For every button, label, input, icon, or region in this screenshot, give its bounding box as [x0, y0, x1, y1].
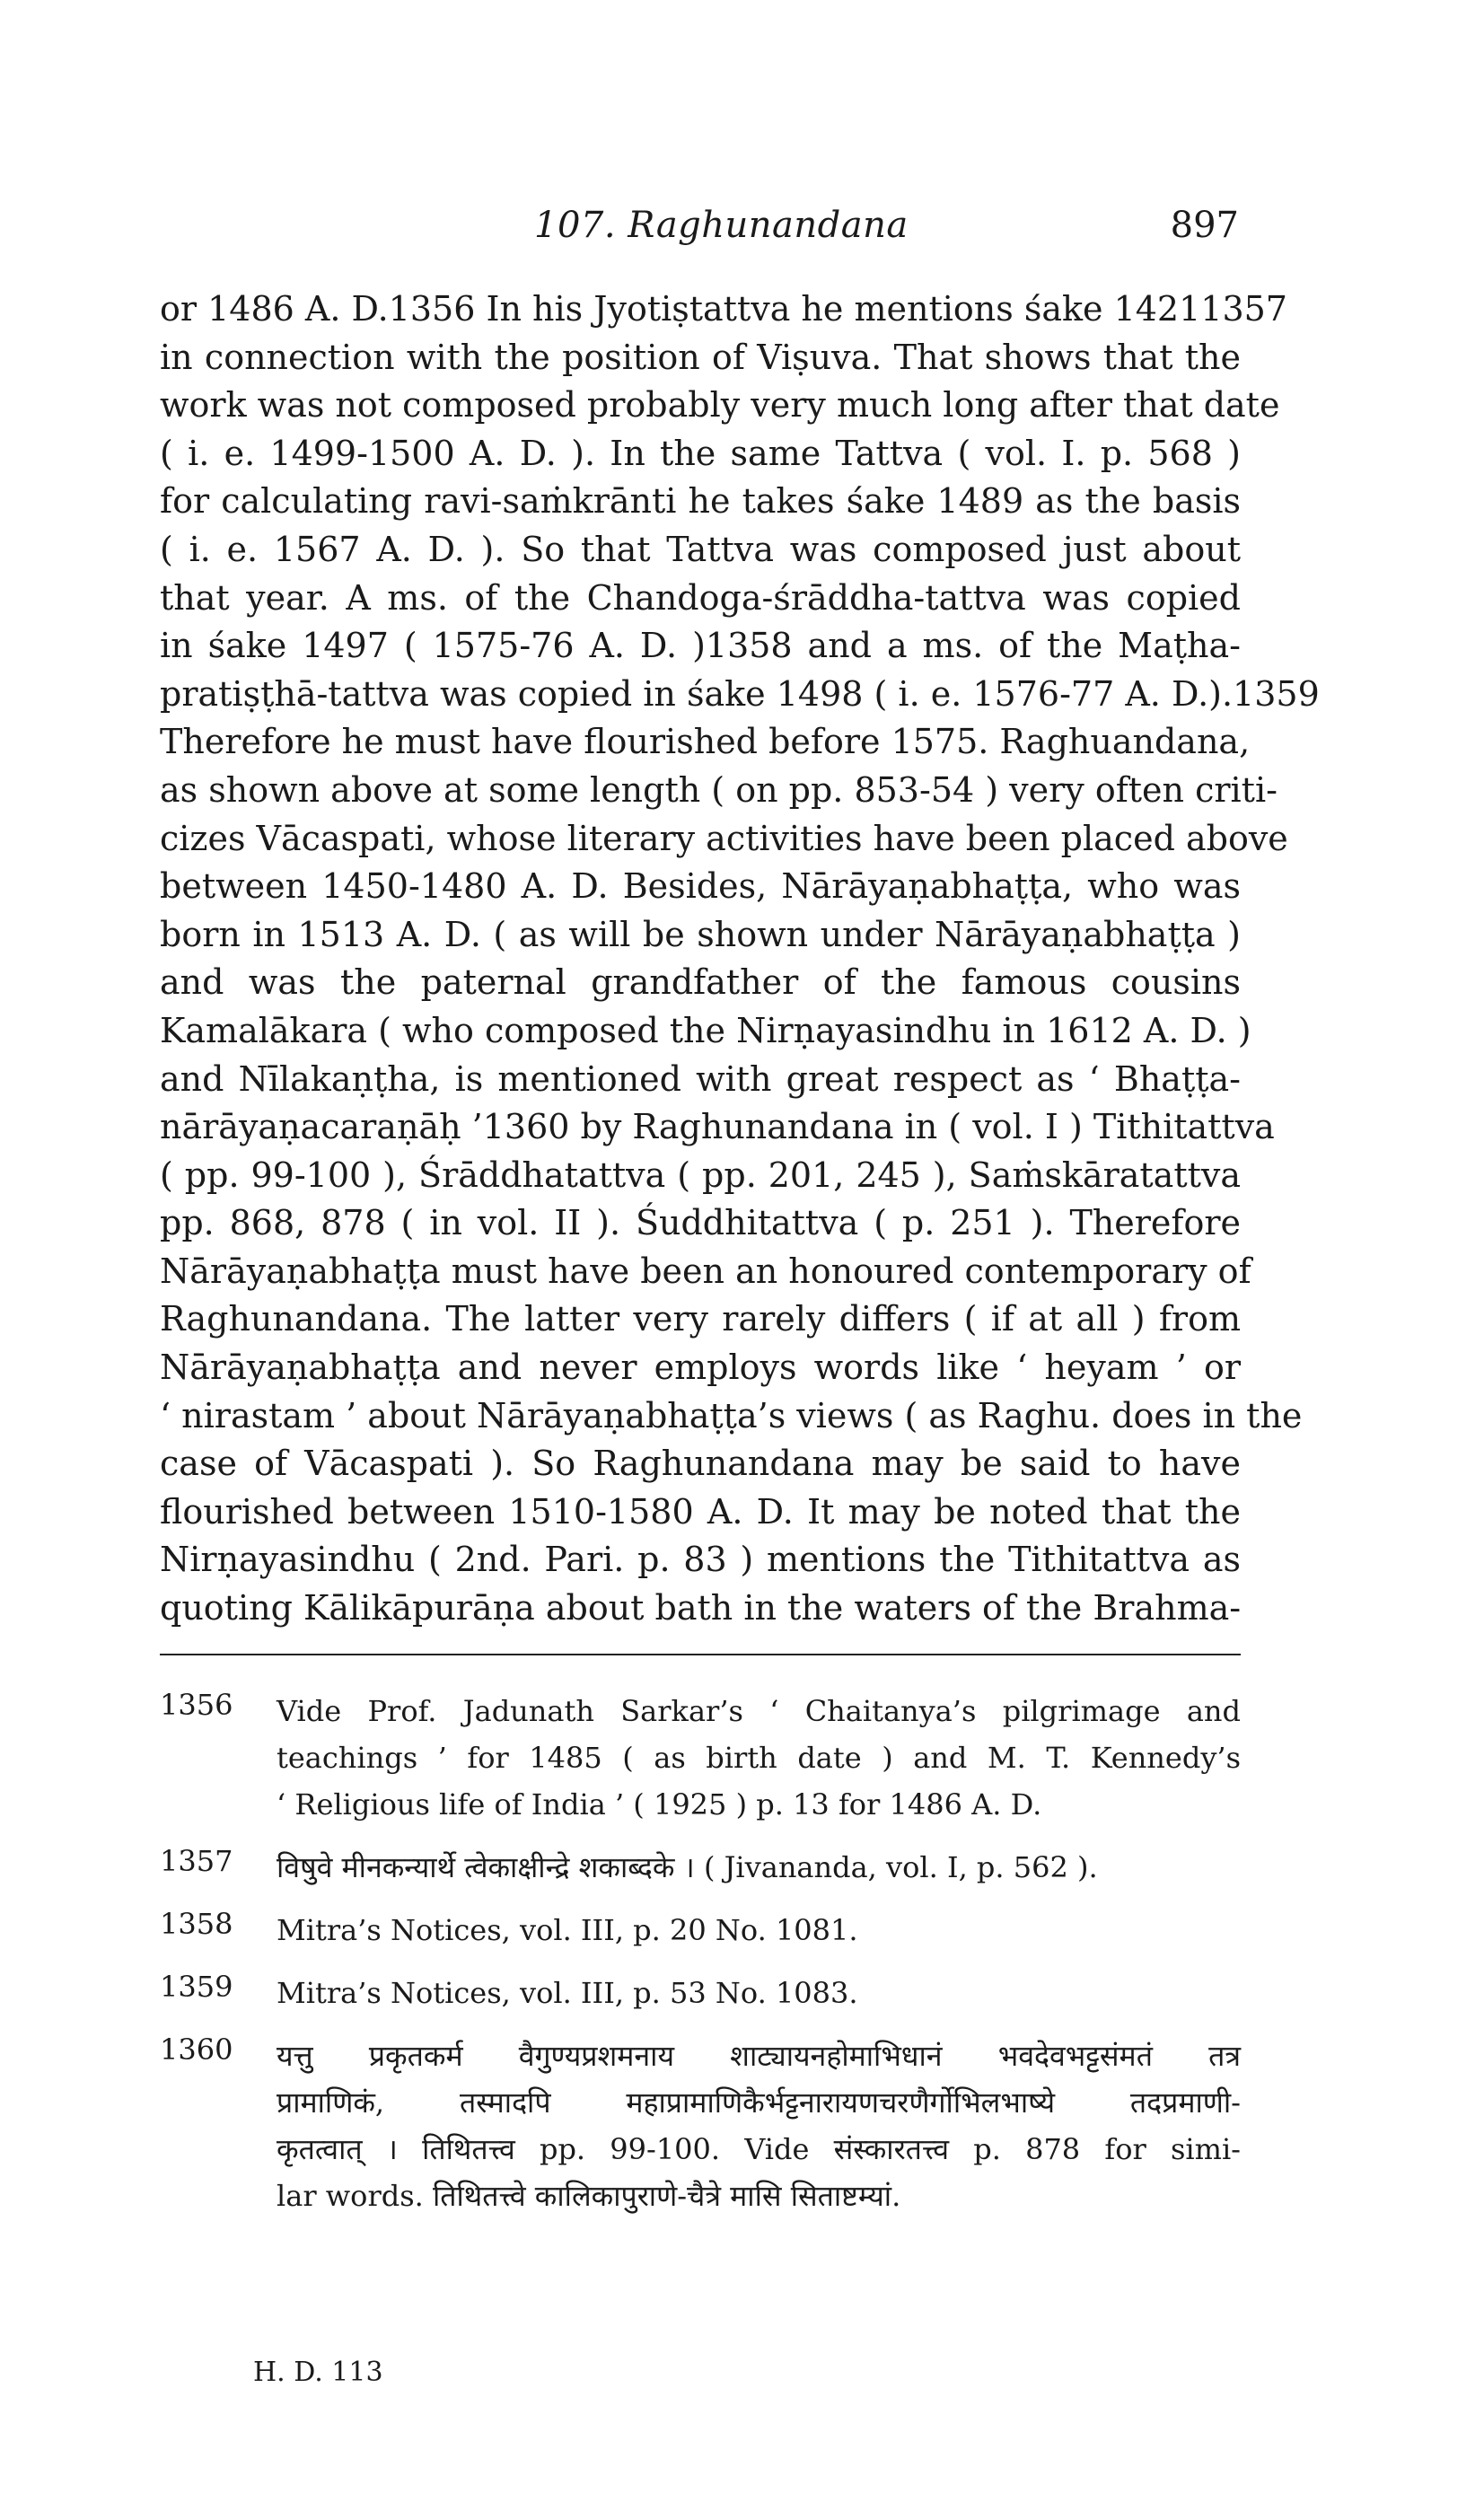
- footnote: [160, 1844, 1241, 1891]
- footnote-line: प्रामाणिकं, तस्मादपि महाप्रामाणिकैर्भट्टनारायणचरणैर्गोभिलभाष्ये तदप्रमाणी-: [277, 2085, 1241, 2120]
- footnote-number: 1360: [160, 2032, 233, 2067]
- body-line: work was not composed probably very much long after that date: [160, 385, 1280, 426]
- footnote-line: यत्तु प्रकृतकर्म वैगुण्यप्रशमनाय शाट्यायनहोमाभिधानं भवदेवभट्टसंमतं तत्र: [277, 2039, 1241, 2073]
- body-line: Raghunandana. The latter very rarely differs ( if at all ) from: [160, 1299, 1241, 1339]
- page-number: 897: [1170, 205, 1239, 246]
- body-text: [160, 285, 1320, 1633]
- footnote-line: Mitra’s Notices, vol. III, p. 53 No. 1083.: [277, 1976, 858, 2010]
- body-line: for calculating ravi-saṁkrānti he takes śake 1489 as the basis: [160, 481, 1241, 522]
- body-line: between 1450-1480 A. D. Besides, Nārāyaṇabhaṭṭa, who was: [160, 866, 1241, 907]
- body-line: or 1486 A. D.1356 In his Jyotiṣtattva he mentions śake 14211357: [160, 289, 1287, 329]
- body-line: and Nīlakaṇṭha, is mentioned with great respect as ‘ Bhaṭṭa-: [160, 1058, 1241, 1099]
- body-line: Nirṇayasindhu ( 2nd. Pari. p. 83 ) mentions the Tithitattva as: [160, 1540, 1241, 1580]
- body-line: pratiṣṭhā-tattva was copied in śake 1498 ( i. e. 1576-77 A. D.).1359: [160, 673, 1320, 714]
- body-line: Nārāyaṇabhaṭṭa and never employs words like ‘ heyam ’ or: [160, 1348, 1241, 1388]
- body-line: as shown above at some length ( on pp. 853-54 ) very often criti-: [160, 769, 1278, 810]
- footnote-number: 1357: [160, 1844, 233, 1878]
- footnote-line: Vide Prof. Jadunath Sarkar’s ‘ Chaitanya’s pilgrimage and: [277, 1694, 1241, 1728]
- running-header: [162, 205, 1239, 259]
- footnote-number: 1356: [160, 1688, 233, 1722]
- footnote-text: [277, 1970, 1241, 2016]
- body-line: cizes Vācaspati, whose literary activities have been placed above: [160, 818, 1288, 858]
- footnote: [160, 1970, 1241, 2016]
- body-line: born in 1513 A. D. ( as will be shown under Nārāyaṇabhaṭṭa ): [160, 914, 1241, 954]
- footnote-text: [277, 1844, 1241, 1891]
- body-line: in connection with the position of Viṣuva. That shows that the: [160, 337, 1241, 377]
- footnote: [160, 1907, 1241, 1953]
- body-line: nārāyaṇacaraṇāḥ ’1360 by Raghunandana in ( vol. I ) Tithitattva: [160, 1107, 1275, 1147]
- footnote-text: [277, 1688, 1241, 1828]
- footnote-line: Mitra’s Notices, vol. III, p. 20 No. 1081.: [277, 1913, 858, 1947]
- page-title: 107. Raghunandana: [534, 205, 909, 246]
- footnote-line: ‘ Religious life of India ’ ( 1925 ) p. 13 for 1486 A. D.: [277, 1787, 1042, 1822]
- footnote-number: 1359: [160, 1970, 233, 2004]
- body-line: quoting Kālikāpurāṇa about bath in the waters of the Brahma-: [160, 1588, 1242, 1628]
- signature-mark: H. D. 113: [253, 2357, 383, 2388]
- body-line: pp. 868, 878 ( in vol. II ). Śuddhitattva ( p. 251 ). Therefore: [160, 1203, 1241, 1243]
- body-line: Nārāyaṇabhaṭṭa must have been an honoured contemporary of: [160, 1251, 1251, 1291]
- body-line: ( i. e. 1499-1500 A. D. ). In the same Tattva ( vol. I. p. 568 ): [160, 433, 1241, 473]
- body-line: ( pp. 99-100 ), Śrāddhatattva ( pp. 201, 245 ), Saṁskāratattva: [160, 1154, 1241, 1195]
- footnote-text: [277, 2032, 1241, 2219]
- footnote-line: lar words. तिथितत्त्वे कालिकापुराणे-चैत्रे मासि सिताष्टम्यां.: [277, 2179, 901, 2213]
- footnote: [160, 2032, 1241, 2219]
- footnote-line: कृतत्वात् । तिथितत्त्व pp. 99-100. Vide संस्कारतत्त्व p. 878 for simi-: [277, 2132, 1241, 2166]
- footnote-text: [277, 1907, 1241, 1953]
- body-line: in śake 1497 ( 1575-76 A. D. )1358 and a ms. of the Maṭha-: [160, 626, 1241, 666]
- footnote-number: 1358: [160, 1907, 233, 1941]
- footnote: [160, 1688, 1241, 1828]
- body-line: that year. A ms. of the Chandoga-śrāddha-tattva was copied: [160, 577, 1241, 618]
- body-line: flourished between 1510-1580 A. D. It may be noted that the: [160, 1491, 1241, 1532]
- footnote-line: विषुवे मीनकन्यार्थे त्वेकाक्षीन्द्रे शकाब्दके । ( Jivananda, vol. I, p. 562 ).: [277, 1850, 1098, 1884]
- footnote-divider: [160, 1654, 1241, 1655]
- footnote-line: teachings ’ for 1485 ( as birth date ) and M. T. Kennedy’s: [277, 1741, 1241, 1775]
- body-line: Therefore he must have flourished before 1575. Raghuandana,: [160, 722, 1251, 762]
- footnotes: [160, 1688, 1241, 2235]
- body-line: case of Vācaspati ). So Raghunandana may be said to have: [160, 1444, 1241, 1484]
- body-line: ‘ nirastam ’ about Nārāyaṇabhaṭṭa’s views ( as Raghu. does in the: [160, 1395, 1303, 1435]
- body-line: and was the paternal grandfather of the famous cousins: [160, 962, 1241, 1003]
- body-line: ( i. e. 1567 A. D. ). So that Tattva was composed just about: [160, 529, 1241, 569]
- body-line: Kamalākara ( who composed the Nirṇayasindhu in 1612 A. D. ): [160, 1010, 1251, 1050]
